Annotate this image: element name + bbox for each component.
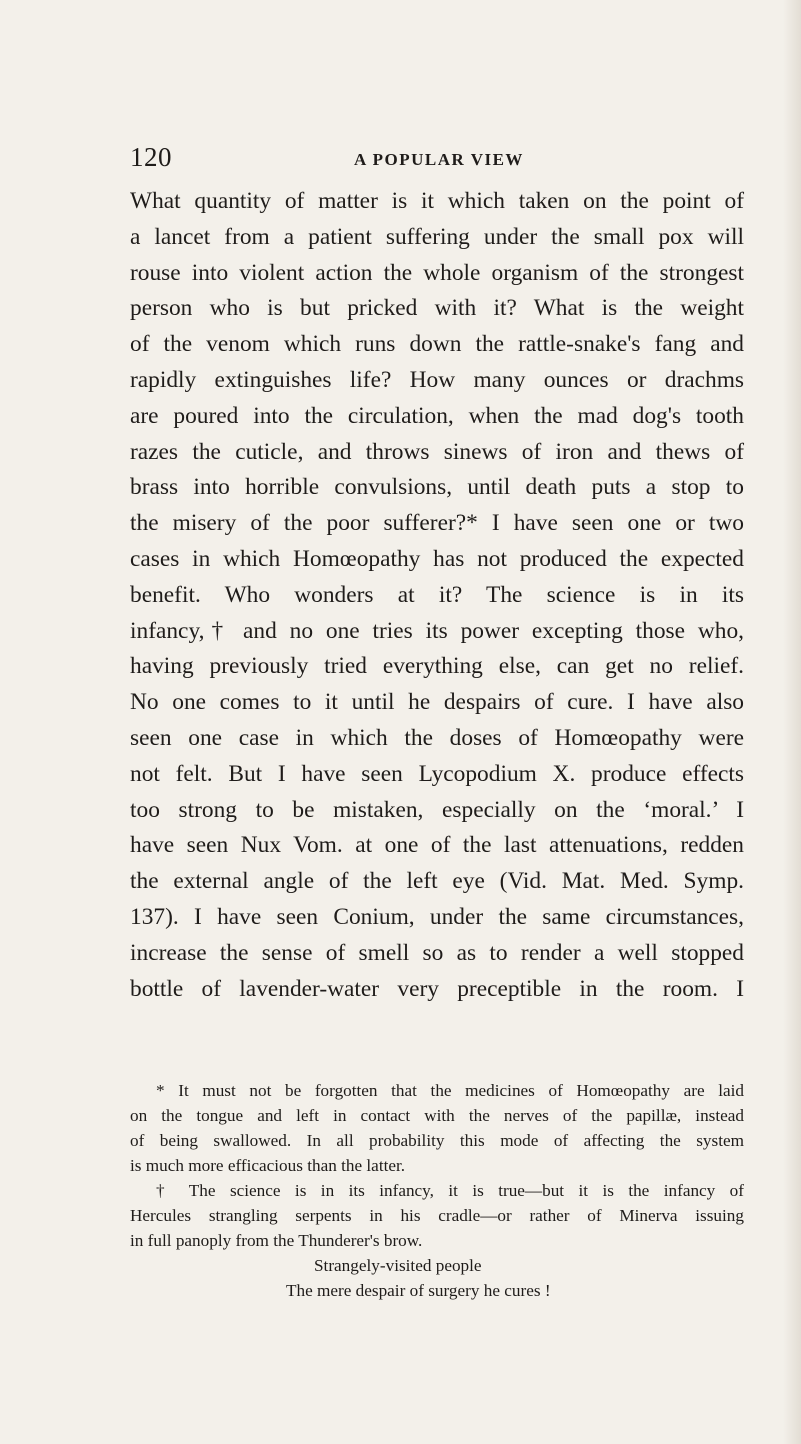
body-line: brass into horrible convulsions, until death puts a stop to (130, 474, 744, 501)
body-line: benefit. Who wonders at it? The science is in its (130, 581, 744, 608)
body-line: person who is but pricked with it? What is the weight (130, 295, 744, 322)
body-line: are poured into the circulation, when the mad dog's tooth (130, 402, 744, 429)
body-line: the external angle of the left eye (Vid. Mat. Med. Symp. (130, 868, 744, 895)
page-edge-shadow (783, 0, 801, 1444)
footnote-line: Hercules strangling serpents in his cradle—or rather of Minerva issuing (130, 1206, 744, 1225)
body-line: a lancet from a patient suffering under the small pox will (130, 223, 744, 250)
body-line: have seen Nux Vom. at one of the last attenuations, redden (130, 832, 744, 859)
footnotes (130, 1078, 744, 1303)
page-number: 120 (130, 142, 172, 172)
body-line: increase the sense of smell so as to render a well stopped (130, 939, 744, 966)
footnote-verse (130, 1253, 744, 1303)
body-line: seen one case in which the doses of Homœopathy were (130, 724, 744, 751)
body-line: rapidly extinguishes life? How many ounces or drachms (130, 366, 744, 393)
body-line: cases in which Homœopathy has not produced the expected (130, 545, 744, 572)
footnote-line: of being swallowed. In all probability this mode of affecting the system (130, 1131, 744, 1150)
body-line: the misery of the poor sufferer?* I have seen one or two (130, 510, 744, 537)
body-line: rouse into violent action the whole organism of the strongest (130, 259, 744, 286)
page-header (130, 142, 750, 172)
body-line: of the venom which runs down the rattle-snake's fang and (130, 331, 744, 358)
footnote-line: in full panoply from the Thunderer's brow. (130, 1231, 423, 1250)
body-line: not felt. But I have seen Lycopodium X. produce effects (130, 760, 744, 787)
body-line: infancy,† and no one tries its power excepting those who, (130, 617, 744, 644)
body-line: No one comes to it until he despairs of cure. I have also (130, 689, 744, 716)
footnote-line: * It must not be forgotten that the medicines of Homœopathy are laid (156, 1081, 744, 1100)
verse-line: The mere despair of surgery he cures ! (286, 1281, 551, 1300)
footnote-asterisk (130, 1078, 744, 1178)
body-line: having previously tried everything else, can get no relief. (130, 653, 744, 680)
body-line: bottle of lavender-water very preceptible in the room. I (130, 975, 744, 1002)
verse-line: Strangely-visited people (314, 1256, 482, 1275)
running-head: A POPULAR VIEW (354, 150, 524, 169)
footnote-dagger (130, 1178, 744, 1253)
body-line: too strong to be mistaken, especially on the ‘moral.’ I (130, 796, 744, 823)
body-line: razes the cuticle, and throws sinews of iron and thews of (130, 438, 744, 465)
footnote-line: † The science is in its infancy, it is true—but it is the infancy of (156, 1181, 744, 1200)
body-line: 137). I have seen Conium, under the same circumstances, (130, 903, 744, 930)
body-text (130, 184, 744, 1007)
body-line: What quantity of matter is it which taken on the point of (130, 188, 744, 214)
footnote-line: is much more efficacious than the latter. (130, 1156, 406, 1175)
footnote-line: on the tongue and left in contact with the nerves of the papillæ, instead (130, 1106, 744, 1125)
